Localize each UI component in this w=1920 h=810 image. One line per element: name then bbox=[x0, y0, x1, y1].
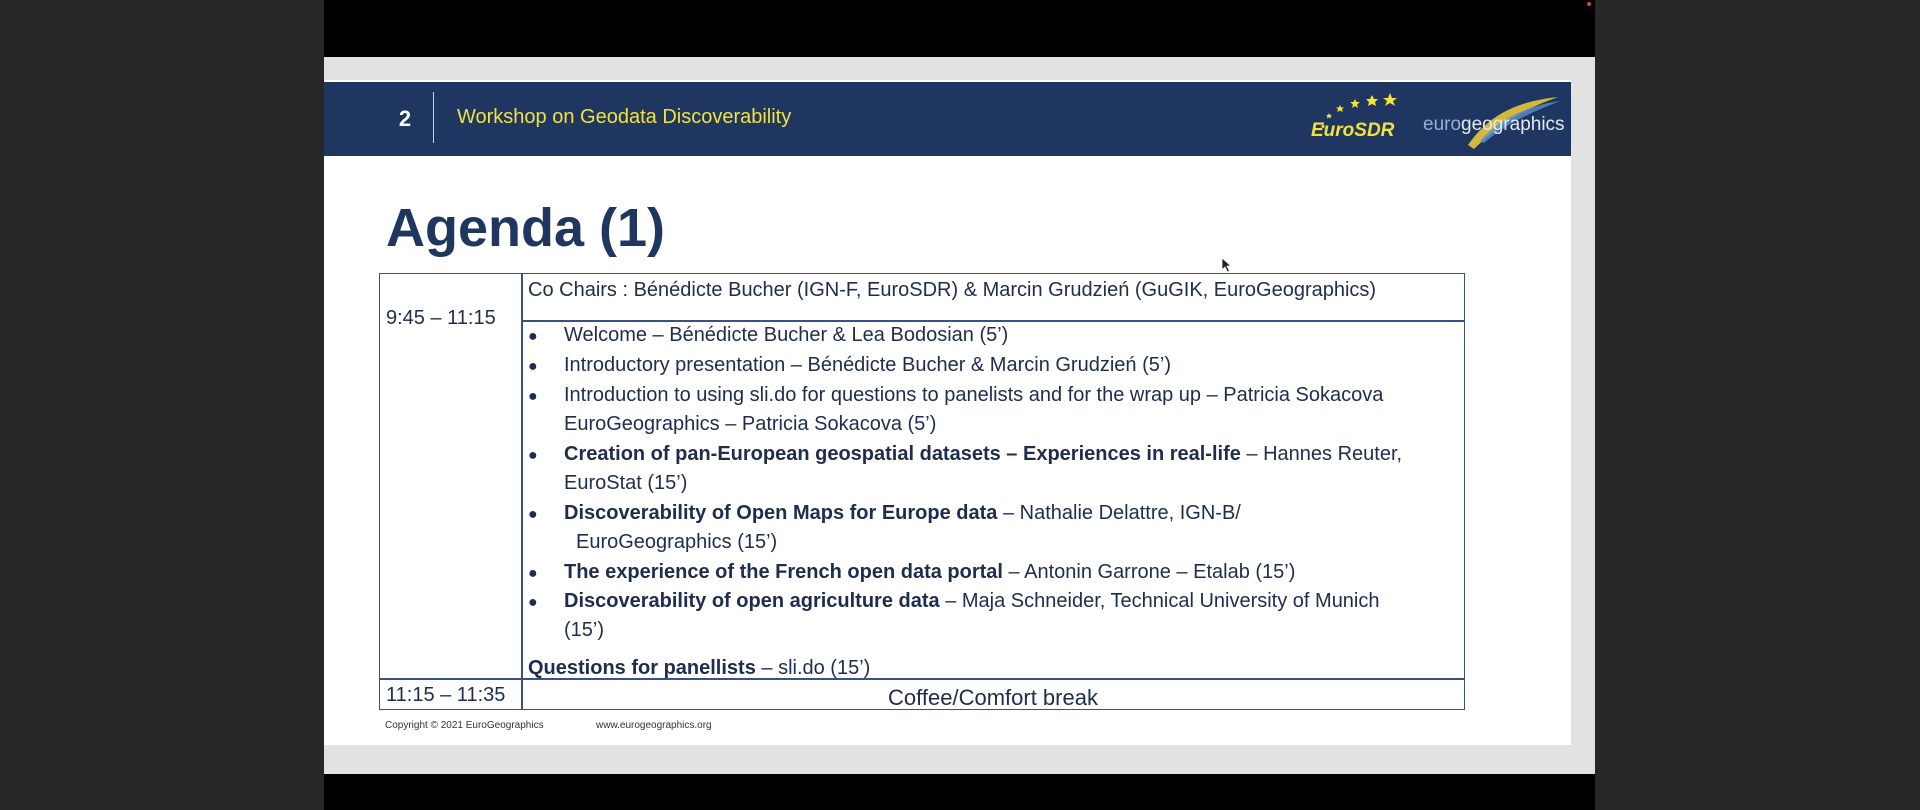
agenda-item bbox=[564, 443, 1402, 466]
agenda-item-continued: EuroGeographics – Patricia Sokacova (5’) bbox=[564, 413, 937, 435]
header-title: Workshop on Geodata Discoverability bbox=[457, 106, 792, 128]
slide-title: Agenda (1) bbox=[386, 198, 666, 258]
agenda-item-continued: EuroGeographics (15’) bbox=[576, 531, 778, 553]
table-row-divider bbox=[521, 320, 1465, 322]
header-divider bbox=[433, 92, 434, 143]
bullet-icon: ● bbox=[528, 506, 538, 523]
break-time: 11:15 – 11:35 bbox=[386, 684, 506, 706]
agenda-item bbox=[564, 590, 1380, 613]
bullet-icon: ● bbox=[528, 594, 538, 611]
agenda-item: Welcome – Bénédicte Bucher & Lea Bodosian (5’) bbox=[564, 324, 1009, 346]
agenda-item: Introductory presentation – Bénédicte Bucher & Marcin Grudzień (5’) bbox=[564, 354, 1171, 376]
eurogeographics-logo bbox=[1423, 114, 1565, 136]
slide-number: 2 bbox=[398, 106, 412, 131]
agenda-item-title: Discoverability of open agriculture data bbox=[564, 590, 940, 612]
agenda-item-continued: (15’) bbox=[564, 619, 605, 641]
agenda-item-speaker: – Maja Schneider, Technical University of Munich bbox=[939, 590, 1380, 612]
eurogeographics-prefix: euro bbox=[1423, 114, 1462, 135]
questions-label: Questions for panellists bbox=[528, 657, 756, 679]
bullet-icon: ● bbox=[528, 447, 538, 464]
footer-url: www.eurogeographics.org bbox=[596, 720, 712, 731]
agenda-item-title: The experience of the French open data portal bbox=[564, 561, 1003, 583]
co-chairs: Co Chairs : Bénédicte Bucher (IGN-F, EuroSDR) & Marcin Grudzień (GuGIK, EuroGeographics) bbox=[528, 279, 1377, 301]
table-column-divider bbox=[521, 273, 523, 710]
agenda-item-speaker: – Antonin Garrone – Etalab (15’) bbox=[1002, 561, 1296, 583]
questions-detail: – sli.do (15’) bbox=[755, 657, 871, 679]
session-time: 9:45 – 11:15 bbox=[386, 307, 496, 329]
agenda-item-continued: EuroStat (15’) bbox=[564, 472, 688, 494]
footer-copyright: Copyright © 2021 EuroGeographics bbox=[385, 720, 544, 731]
agenda-item bbox=[564, 561, 1295, 584]
agenda-item-speaker: – Hannes Reuter, bbox=[1240, 443, 1403, 465]
agenda-item-title: Creation of pan-European geospatial datasets – Experiences in real-life bbox=[564, 443, 1241, 465]
agenda-item-title: Discoverability of Open Maps for Europe data bbox=[564, 502, 998, 524]
questions-row bbox=[528, 657, 870, 680]
break-label: Coffee/Comfort break bbox=[888, 685, 1098, 710]
bullet-icon: ● bbox=[528, 565, 538, 582]
eurogeographics-suffix: geographics bbox=[1461, 114, 1565, 135]
mouse-cursor-icon bbox=[1221, 257, 1233, 273]
agenda-item: Introduction to using sli.do for questions to panelists and for the wrap up – Patricia Sokacova bbox=[564, 384, 1384, 406]
left-background bbox=[0, 0, 324, 810]
right-background bbox=[1595, 0, 1920, 810]
eurosdr-logo-text: EuroSDR bbox=[1311, 120, 1395, 141]
bullet-icon: ● bbox=[528, 328, 538, 345]
agenda-item-speaker: – Nathalie Delattre, IGN-B/ bbox=[997, 502, 1241, 524]
recording-indicator bbox=[1587, 2, 1591, 6]
bullet-icon: ● bbox=[528, 388, 538, 405]
agenda-item bbox=[564, 502, 1241, 525]
bullet-icon: ● bbox=[528, 358, 538, 375]
